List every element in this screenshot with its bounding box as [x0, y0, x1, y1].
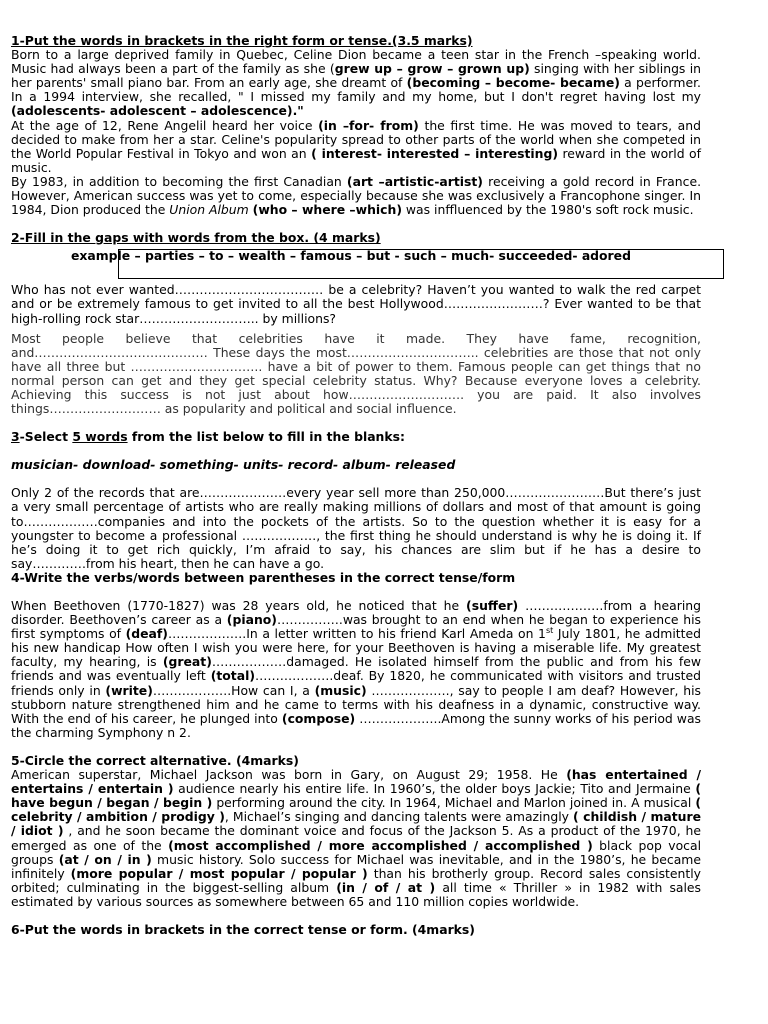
section-3-paragraph: Only 2 of the records that are…………………every year sell more than 250,000……………………But there’s just a very small percentage of artists who are really making millions of dollars and most of that amount is going to………………companies and into the pockets of the artists. So to the question whether it is easy for a youngster to become a professional ………………, the first thing he should understand is why he is doing it. If he’s doing it to get rich quickly, I’m afraid to say, his chances are slim but if he has a desire to say………….from his heart, then he can have a go. [11, 485, 701, 571]
word-box [11, 249, 701, 279]
section-4-paragraph: When Beethoven (1770-1827) was 28 years old, he noticed that he (suffer) ……………….from a hearing disorder. Beethoven’s career as a (piano)…………….was brought to an end when he began to experience his first symptoms of (deaf)……………….In a letter written to his friend Karl Ameda on 1st July 1801, he admitted his new handicap How often I wish you were here, for your Beethoven is having a miserable life. My greatest faculty, my hearing, is (great)………………damaged. He isolated himself from the public and from his few friends and was eventually left (total)……………….deaf. By 1820, he communicated with visitors and trusted friends only in (write)……………….How can I, a (music) ………………., say to people I am deaf? However, his stubborn nature strengthened him and he came to terms with his deafness in a dynamic, constructive way. With the end of his career, he plunged into (compose) ………………..Among the sunny works of his period was the charming Symphony n 2. [11, 598, 702, 740]
section-5-title: 5-Circle the correct alternative. (4marks) [11, 752, 299, 768]
section-2-paragraph-2: Most people believe that celebrities have it made. They have fame, recognition, and…………………………………… These days the most………………………….. celebrities are those that not only have all three but ………………………….. have a bit of power to them. Famous people can get things that no normal person can get and they get special celebrity status. Why? Because everyone loves a celebrity. Achieving this success is not just about how………………………. you are paid. It also involves things……………………… as popularity and political and social influence. [11, 330, 701, 417]
section-3-word-list: musician- download- something- units- record- album- released [11, 457, 456, 473]
section-1-paragraph-1: Born to a large deprived family in Quebec, Celine Dion became a teen star in the French –speaking world. Music had always been a part of the family as she (grew up – grow – grown up) singing with her siblings in her parents' small piano bar. From an early age, she dreamt of (becoming – become- became) a performer. In a 1994 interview, she recalled, " I missed my family and my home, but I don't regret having lost my (adolescents- adolescent – adolescence)." [11, 47, 701, 119]
section-4-title: 4-Write the verbs/words between parentheses in the correct tense/form [11, 569, 516, 585]
section-5-paragraph: American superstar, Michael Jackson was born in Gary, on August 29; 1958. He (has entertained / entertains / entertain ) audience nearly his entire life. In 1960’s, the older boys Jackie; Tito and Jermaine ( have begun / began / begin ) performing around the city. In 1964, Michael and Marlon joined in. A musical ( celebrity / ambition / prodigy ), Michael’s singing and dancing talents were amazingly ( childish / mature / idiot ) , and he soon became the dominant voice and focus of the Jackson 5. As a product of the 1970, he emerged as one of the (most accomplished / more accomplished / accomplished ) black pop vocal groups (at / on / in ) music history. Solo success for Michael was inevitable, and in the 1980’s, he became infinitely (more popular / most popular / popular ) than his brotherly group. Record sales consistently orbited; culminating in the biggest-selling album (in / of / at ) all time « Thriller » in 1982 with sales estimated by various sources as somewhere between 65 and 110 million copies worldwide. [11, 767, 702, 909]
word-box-text: example – parties – to – wealth – famous – but - such – much- succeeded- adored [71, 248, 631, 264]
section-1-paragraph-2: At the age of 12, Rene Angelil heard her voice (in –for- from) the first time. He was moved to tears, and decided to make from her a star. Celine's popularity spread to other parts of the world when she competed in the World Popular Festival in Tokyo and won an ( interest- interested – interesting) reward in the world of music. [11, 117, 701, 175]
section-1-paragraph-3: By 1983, in addition to becoming the first Canadian (art –artistic-artist) receiving a gold record in France. However, American success was yet to come, especially because she was exclusively a Francophone singer. In 1984, Dion produced the Union Album (who – where –which) was inffluenced by the 1980's soft rock music. [11, 173, 702, 218]
worksheet-page [11, 34, 701, 937]
section-6-title: 6-Put the words in brackets in the correct tense or form. (4marks) [11, 921, 475, 937]
section-2-paragraph-1: Who has not ever wanted……………………………… be a celebrity? Haven’t you wanted to walk the red carpet and or be extremely famous to get invited to all the best Hollywood……………………? Ever wanted to be that high-rolling rock star……………………….. by millions? [11, 282, 701, 326]
section-2-title: 2-Fill in the gaps with words from the box. (4 marks) [11, 230, 381, 246]
section-1-title: 1-Put the words in brackets in the right form or tense.(3.5 marks) [11, 33, 473, 48]
section-3-title: 3-Select 5 words from the list below to fill in the blanks: [11, 429, 405, 445]
